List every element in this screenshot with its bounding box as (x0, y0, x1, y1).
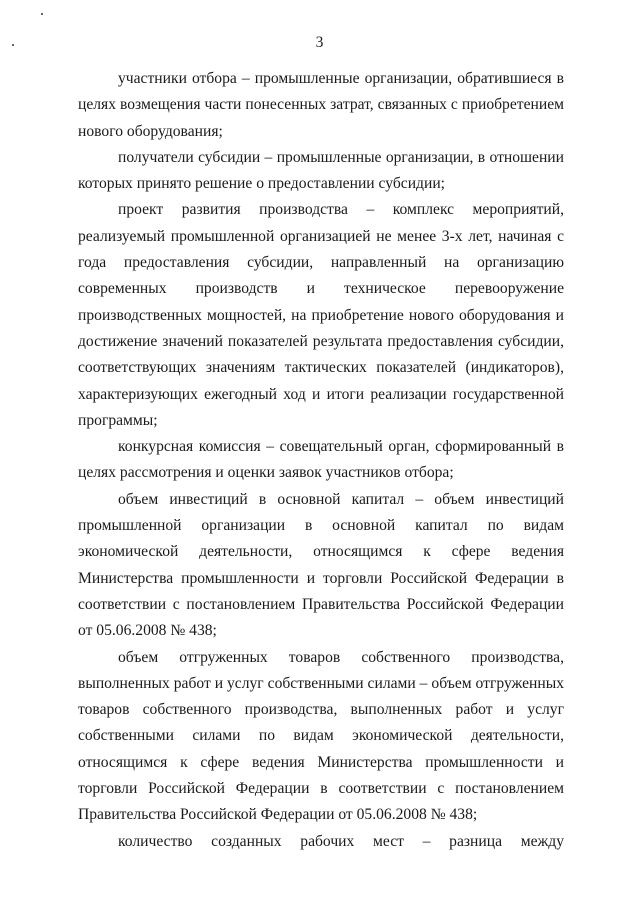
definition-investment-volume: объем инвестиций в основной капитал – объем инвестиций промышленной организации в основной капитал по видам экономической деятельности, относящимся к сфере ведения Министерства промышленности и торговли Российской Федерации в соответствии с постановлением Правительства Российской Федерации от 05.06.2008 № 438; (78, 490, 564, 640)
definition-competition-commission: конкурсная комиссия – совещательный орган, сформированный в целях рассмотрения и оценки заявок участников отбора; (78, 438, 564, 482)
scan-speck (41, 13, 43, 15)
definition-recipients: получатели субсидии – промышленные организации, в отношении которых принято решение о предоставлении субсидии; (78, 148, 564, 193)
definition-development-project: проект развития производства – комплекс мероприятий, реализуемый промышленной организацией не менее 3-х лет, начиная с года предоставления субсидии, направленный на организацию современных производств и техническое перевооружение производственных мощностей, на приобретение нового оборудования и достижение значений показателей результата предоставления субсидии, соответствующих значениям тактических показателей (индикаторов), характеризующих ежегодный ход и итоги реализации государственной программы; (78, 201, 564, 429)
definition-created-jobs: количество созданных рабочих мест – разница между (118, 832, 564, 850)
document-body (78, 66, 564, 855)
definition-shipped-goods-volume: объем отгруженных товаров собственного производства, выполненных работ и услуг собственными силами – объем отгруженных товаров собственного производства, выполненных работ и услуг собственными силами по видам экономической деятельности, относящимся к сфере ведения Министерства промышленности и торговли Российской Федерации в соответствии с постановлением Правительства Российской Федерации от 05.06.2008 № 438; (78, 648, 564, 824)
page-number: 3 (315, 34, 324, 51)
definition-participants: участники отбора – промышленные организации, обратившиеся в целях возмещения части понесенных затрат, связанных с приобретением нового оборудования; (78, 70, 564, 140)
